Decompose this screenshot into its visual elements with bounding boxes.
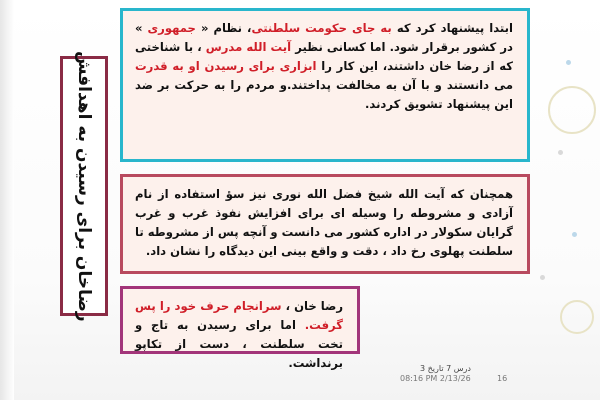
decorative-dot: [558, 150, 563, 155]
decorative-ring: [548, 86, 596, 134]
text-segment: رضا خان ،: [281, 299, 343, 313]
text-segment: ابتدا پیشنهاد کرد که: [391, 21, 513, 35]
text-box-conclusion: [120, 286, 360, 370]
decorative-dot: [540, 275, 545, 280]
slide-left-edge: [0, 0, 14, 400]
footer-lesson: درس 7 تاریخ 3: [420, 364, 471, 373]
highlight-text: ابزاری برای رسیدن او به قدرت: [135, 59, 317, 73]
vertical-title: رضاخان برای رسیدن به اهدافش: [74, 50, 94, 322]
highlight-text: سرانجام حرف خود را پس گرفت.: [135, 299, 343, 332]
text-segment: اما برای رسیدن به تاج و تخت سلطنت ، دست از تکاپو برنداشت.: [135, 318, 343, 370]
text-segment: » در کشور برقرار شود. اما کسانی نظیر: [135, 21, 514, 54]
footer-page-number: 16: [497, 374, 508, 383]
text-segment: ، نظام «: [195, 21, 252, 35]
decorative-dot: [566, 60, 571, 65]
highlight-text: جمهوری: [147, 21, 196, 35]
text-box-republic: [120, 8, 530, 162]
decorative-dot: [572, 232, 577, 237]
highlight-text: به جای حکومت سلطنتی: [251, 21, 392, 35]
highlight-text: آیت الله مدرس: [205, 40, 292, 54]
vertical-title-box: [60, 50, 108, 322]
text-segment: همچنان که آیت الله شیخ فضل الله نوری نیز سؤ استفاده از نام آزادی و مشروطه را وسیله ای برای افزایش نفوذ غرب و غرب گرایان سکولار در اداره کشور می دانست و آنچه پس از مشروطه تا سلطنت پهلوی رخ داد ، دقت و واقع بینی این دیدگاه را نشان داد.: [135, 187, 513, 258]
decorative-ring: [560, 300, 594, 334]
text-segment: ، با شناختی که از رضا خان داشتند، این کار را: [135, 40, 513, 73]
text-box-nouri: [120, 174, 530, 274]
footer-datetime: 08:16 PM 2/13/26: [400, 374, 471, 383]
text-segment: می دانستند و با آن به مخالفت پداختند.و مردم را به حرکت بر ضد این پیشنهاد تشویق کردند.: [135, 78, 513, 111]
